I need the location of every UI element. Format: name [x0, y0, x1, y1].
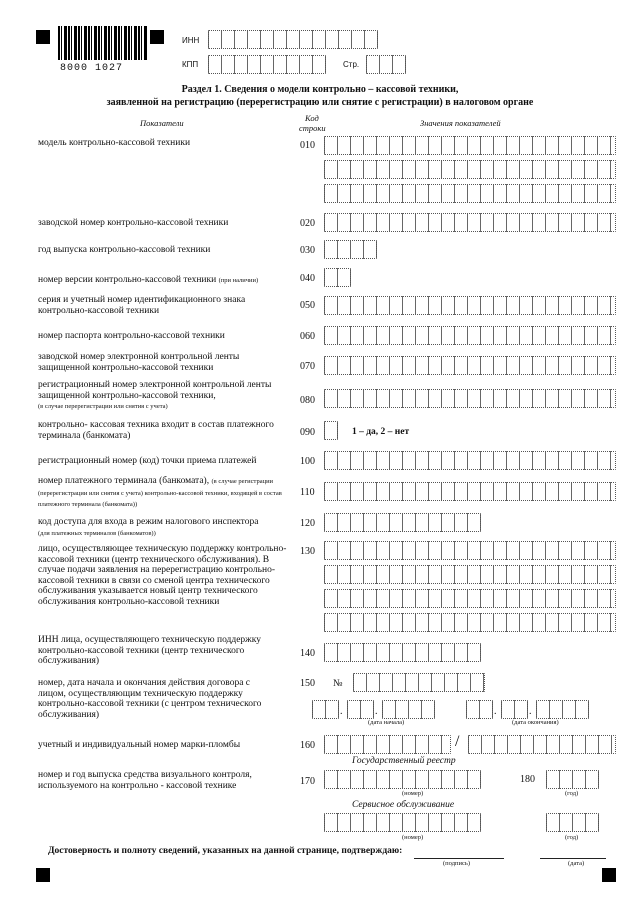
section-title-1: Раздел 1. Сведения о модели контрольно – кассовой техники,	[181, 84, 459, 95]
row-050-code: 050	[300, 300, 315, 311]
row-180-code: 180	[520, 774, 535, 785]
caption-year-1: (год)	[565, 790, 579, 797]
row-040-label: номер версии контрольно-кассовой техники (при наличии)	[38, 275, 259, 285]
row-070-label: заводской номер электронной контрольной ленты защищенной контрольно-кассовой техники	[38, 352, 240, 373]
row-090-hint: 1 – да, 2 – нет	[352, 427, 410, 437]
service-year[interactable]	[546, 813, 599, 832]
row-040-code: 040	[300, 273, 315, 284]
date-line[interactable]	[540, 858, 606, 859]
col-values: Значения показателей	[420, 118, 501, 128]
row-090-field[interactable]	[324, 421, 338, 440]
row-150-start-day[interactable]	[312, 700, 339, 719]
row-090-label: контрольно- кассовая техника входит в состав платежного терминала (банкомата)	[38, 420, 274, 441]
row-140-label: ИНН лица, осуществляющего техническую поддержку контрольно-кассовой техники (центр технического обслуживания)	[38, 635, 261, 666]
row-130-field-4[interactable]	[324, 613, 616, 632]
footer-confirm: Достоверность и полноту сведений, указанных на данной странице, подтверждаю:	[48, 846, 403, 856]
caption-year-2: (год)	[565, 834, 579, 841]
row-130-label: лицо, осуществляющее техническую поддержку контрольно-кассовой техники (центр технического обслуживания). В случае подачи заявления на перерегистрацию контрольно-кассовой техники в связи со сменой центра технического обслуживания указывается новый центр технического обслуживания контрольно-кассовой техники	[38, 544, 287, 607]
inn-label: ИНН	[182, 36, 200, 45]
barcode-number: 8000 1027	[60, 63, 124, 74]
kpp-field[interactable]	[208, 55, 326, 74]
row-010-field-1[interactable]	[324, 136, 616, 155]
row-170-code: 170	[300, 776, 315, 787]
col-code-1: Код	[305, 113, 319, 123]
row-110-label: номер платежного терминала (банкомата), (в случае регистрации (перерегистрации или снятия с учета) контрольно-кассовой техники, входящей в состав платежного терминала (банкомата))	[38, 476, 282, 508]
row-010-field-2[interactable]	[324, 160, 616, 179]
row-150-end-month[interactable]	[501, 700, 528, 719]
row-010-label: модель контрольно-кассовой техники	[38, 138, 191, 148]
dot-1: .	[340, 706, 343, 717]
row-150-code: 150	[300, 678, 315, 689]
row-150-start-month[interactable]	[347, 700, 374, 719]
kpp-label: КПП	[182, 60, 199, 69]
row-040-field[interactable]	[324, 268, 351, 287]
corner-marker-bottom-right	[602, 868, 616, 882]
service-label: Сервисное обслуживание	[352, 800, 455, 810]
page-label: Стр.	[343, 60, 360, 69]
row-150-end-day[interactable]	[466, 700, 493, 719]
caption-date-end: (дата окончания)	[512, 719, 559, 726]
caption-number-2: (номер)	[402, 834, 424, 841]
row-120-field[interactable]	[324, 513, 481, 532]
signature-line[interactable]	[414, 858, 504, 859]
row-030-label: год выпуска контрольно-кассовой техники	[38, 245, 211, 255]
row-100-code: 100	[300, 456, 315, 467]
row-130-field-1[interactable]	[324, 541, 616, 560]
row-060-code: 060	[300, 331, 315, 342]
row-100-label: регистрационный номер (код) точки приема платежей	[38, 456, 257, 466]
row-160-separator: /	[455, 733, 460, 750]
row-020-label: заводской номер контрольно-кассовой техники	[38, 218, 229, 228]
row-130-code: 130	[300, 546, 315, 557]
row-180-year[interactable]	[546, 770, 599, 789]
row-110-field[interactable]	[324, 482, 616, 501]
caption-number-1: (номер)	[402, 790, 424, 797]
row-140-field[interactable]	[324, 643, 481, 662]
row-060-field[interactable]	[324, 326, 616, 345]
service-number[interactable]	[324, 813, 481, 832]
row-120-label: код доступа для входа в режим налогового инспектора (для платежных терминалов (банкоматов))	[38, 517, 259, 537]
row-090-code: 090	[300, 427, 315, 438]
row-150-contract-number[interactable]	[353, 673, 485, 692]
row-070-code: 070	[300, 361, 315, 372]
col-code-2: строки	[299, 123, 326, 133]
col-indicators: Показатели	[140, 118, 184, 128]
row-020-field[interactable]	[324, 213, 616, 232]
row-050-field[interactable]	[324, 296, 616, 315]
row-160-code: 160	[300, 740, 315, 751]
row-150-start-year[interactable]	[382, 700, 435, 719]
row-130-field-2[interactable]	[324, 565, 616, 584]
section-title-2: заявленной на регистрацию (перерегистрацию или снятие с регистрации) в налоговом органе	[106, 97, 534, 108]
row-150-label: номер, дата начала и окончания действия договора с лицом, осуществляющим техническую поддержку контрольно-кассовой техники (с центром технического обслуживания)	[38, 678, 262, 720]
row-030-field[interactable]	[324, 240, 377, 259]
dot-2: .	[375, 706, 378, 717]
row-070-field[interactable]	[324, 356, 616, 375]
row-120-code: 120	[300, 518, 315, 529]
caption-date-start: (дата начала)	[368, 719, 405, 726]
caption-date: (дата)	[568, 860, 585, 867]
row-160-individual-number[interactable]	[468, 735, 616, 754]
row-150-end-year[interactable]	[536, 700, 589, 719]
page-number-field[interactable]	[366, 55, 406, 74]
row-130-field-3[interactable]	[324, 589, 616, 608]
row-100-field[interactable]	[324, 451, 616, 470]
row-080-code: 080	[300, 395, 315, 406]
row-010-code: 010	[300, 140, 315, 151]
state-registry-label: Государственный реестр	[352, 756, 456, 766]
row-170-number[interactable]	[324, 770, 481, 789]
row-050-label: серия и учетный номер идентификационного знака контрольно-кассовой техники	[38, 295, 246, 316]
inn-field[interactable]	[208, 30, 378, 49]
row-030-code: 030	[300, 245, 315, 256]
corner-marker-top-mid	[150, 30, 164, 44]
row-060-label: номер паспорта контрольно-кассовой техники	[38, 331, 225, 341]
dot-3: .	[494, 706, 497, 717]
corner-marker-top-left	[36, 30, 50, 44]
row-010-field-3[interactable]	[324, 184, 616, 203]
row-150-no: №	[333, 678, 343, 689]
dot-4: .	[529, 706, 532, 717]
row-160-account-number[interactable]	[324, 735, 451, 754]
row-020-code: 020	[300, 218, 315, 229]
row-080-label: регистрационный номер электронной контрольной ленты защищенной контрольно-кассовой техники, (в случае перерегистрации или снятия с учета)	[38, 380, 272, 410]
corner-marker-bottom-left	[36, 868, 50, 882]
barcode	[58, 26, 148, 60]
row-160-label: учетный и индивидуальный номер марки-пломбы	[38, 740, 241, 750]
row-140-code: 140	[300, 648, 315, 659]
row-080-field[interactable]	[324, 389, 616, 408]
row-110-code: 110	[300, 487, 315, 498]
row-170-label: номер и год выпуска средства визуального контроля, используемого на контрольно - кассовой технике	[38, 770, 252, 791]
caption-signature: (подпись)	[443, 860, 470, 867]
